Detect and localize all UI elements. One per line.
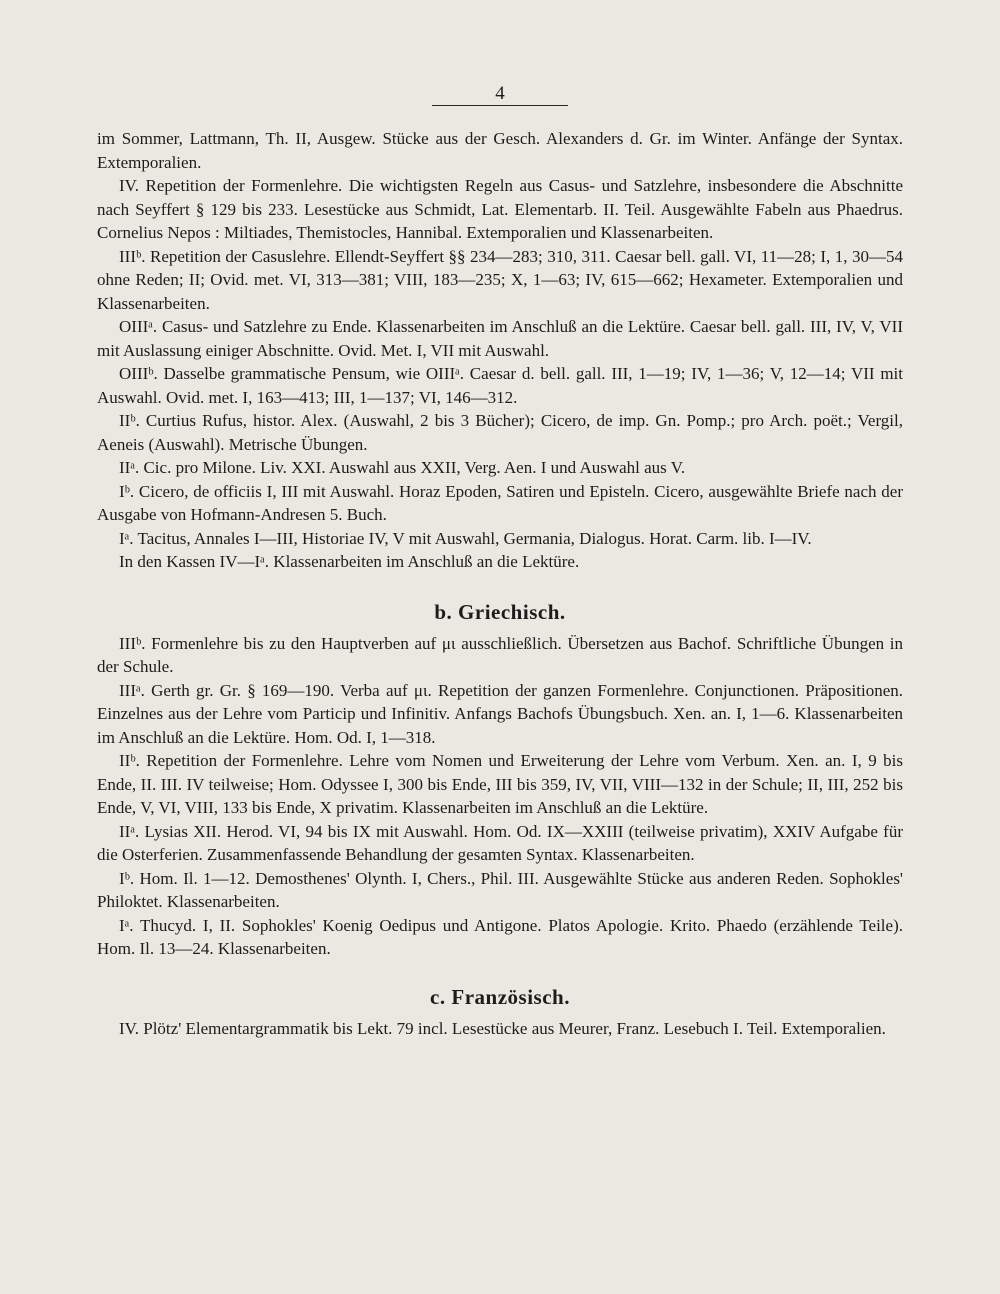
page-number: 4 <box>495 83 505 104</box>
paragraph-latin-iv: IV. Repetition der Formenlehre. Die wichtigsten Regeln aus Casus- und Satzlehre, insbesondere die Abschnitte nach Seyffert § 129 bis 233. Lesestücke aus Schmidt, Lat. Elementarb. II. Teil. Ausgewählte Fabeln aus Phaedrus. Cornelius Nepos : Miltiades, Themistocles, Hannibal. Extemporalien und Klassenarbeiten. <box>97 176 903 242</box>
paragraph-latin-ib: Iᵇ. Cicero, de officiis I, III mit Auswahl. Horaz Epoden, Satiren und Episteln. Cicero, ausgewählte Briefe nach der Ausgabe von Hofmann-Andresen 5. Buch. <box>97 481 903 524</box>
paragraph-latin-iia: IIᵃ. Cic. pro Milone. Liv. XXI. Auswahl aus XXII, Verg. Aen. I und Auswahl aus V. <box>119 458 686 477</box>
paragraph-latin-ia: Iᵃ. Tacitus, Annales I—III, Historiae IV, V mit Auswahl, Germania, Dialogus. Horat. Carm. lib. I—IV. <box>119 528 812 548</box>
paragraph-greek-iia: IIᵃ. Lysias XII. Herod. VI, 94 bis IX mit Auswahl. Hom. Od. IX—XXIII (teilweise privatim), XXIV Aufgabe für die Osterferien. Zusammenfassende Behandlung der gesamten Syntax. Klassenarbeiten. <box>97 821 903 864</box>
section-heading-french: c. Französisch. <box>430 984 570 1009</box>
paragraph-greek-iiia: IIIᵃ. Gerth gr. Gr. § 169—190. Verba auf μι. Repetition der ganzen Formenlehre. Conjunctionen. Präpositionen. Einzelnes aus der Lehre vom Particip und Infinitiv. Anfangs Bachofs Übungsbuch. Xen. an. I, 1—6. Klassenarbeiten im Anschluß an die Lektüre. Hom. Od. I, 1—318. <box>97 680 903 747</box>
paragraph-latin-continued: im Sommer, Lattmann, Th. II, Ausgew. Stücke aus der Gesch. Alexanders d. Gr. im Winter. Anfänge der Syntax. Extemporalien. <box>97 129 903 172</box>
header-rule <box>432 105 568 106</box>
paragraph-french-iv: IV. Plötz' Elementargrammatik bis Lekt. 79 incl. Lesestücke aus Meurer, Franz. Lesebuch I. Teil. Extemporalien. <box>119 1018 886 1038</box>
paragraph-latin-oiiib: OIIIᵇ. Dasselbe grammatische Pensum, wie OIIIᵃ. Caesar d. bell. gall. III, 1—19; IV, 1—36; V, 12—14; VII mit Auswahl. Ovid. met. I, 163—413; III, 1—137; VI, 146—312. <box>97 364 903 407</box>
paragraph-latin-iib: IIᵇ. Curtius Rufus, histor. Alex. (Auswahl, 2 bis 3 Bücher); Cicero, de imp. Gn. Pomp.; pro Arch. poët.; Vergil, Aeneis (Auswahl). Metrische Übungen. <box>97 411 903 454</box>
document-body <box>97 127 903 1040</box>
paragraph-greek-iiib: IIIᵇ. Formenlehre bis zu den Hauptverben auf μι ausschließlich. Übersetzen aus Bachof. Schriftliche Übungen in der Schule. <box>97 633 903 676</box>
paragraph-greek-ia: Iᵃ. Thucyd. I, II. Sophokles' Koenig Oedipus und Antigone. Platos Apologie. Krito. Phaedo (erzählende Teile). Hom. Il. 13—24. Klassenarbeiten. <box>97 915 903 958</box>
paragraph-latin-classes: In den Kassen IV—Iᵃ. Klassenarbeiten im Anschluß an die Lektüre. <box>119 552 580 571</box>
paragraph-latin-iiib: IIIᵇ. Repetition der Casuslehre. Ellendt-Seyffert §§ 234—283; 310, 311. Caesar bell. gall. VI, 11—28; I, 1, 30—54 ohne Reden; II; Ovid. met. VI, 313—381; VIII, 183—235; X, 1—63; IV, 615—662; Hexameter. Extemporalien und Klassenarbeiten. <box>97 246 903 313</box>
paragraph-latin-oiiia: OIIIᵃ. Casus- und Satzlehre zu Ende. Klassenarbeiten im Anschluß an die Lektüre. Caesar bell. gall. III, IV, V, VII mit Auslassung einiger Abschnitte. Ovid. Met. I, VII mit Auswahl. <box>97 317 903 360</box>
paragraph-greek-iib: IIᵇ. Repetition der Formenlehre. Lehre vom Nomen und Erweiterung der Lehre vom Verbum. Xen. an. I, 9 bis Ende, II. III. IV teilweise; Hom. Odyssee I, 300 bis Ende, III bis 359, IV, VII, VIII—132 in der Schule; II, III, 252 bis Ende, V, VI, VIII, 133 bis Ende, X privatim. Klassenarbeiten im Anschluß an die Lektüre. <box>97 751 903 817</box>
section-heading-greek: b. Griechisch. <box>434 599 566 624</box>
paragraph-greek-ib: Iᵇ. Hom. Il. 1—12. Demosthenes' Olynth. I, Chers., Phil. III. Ausgewählte Stücke aus anderen Reden. Sophokles' Philoktet. Klassenarbeiten. <box>97 868 903 911</box>
